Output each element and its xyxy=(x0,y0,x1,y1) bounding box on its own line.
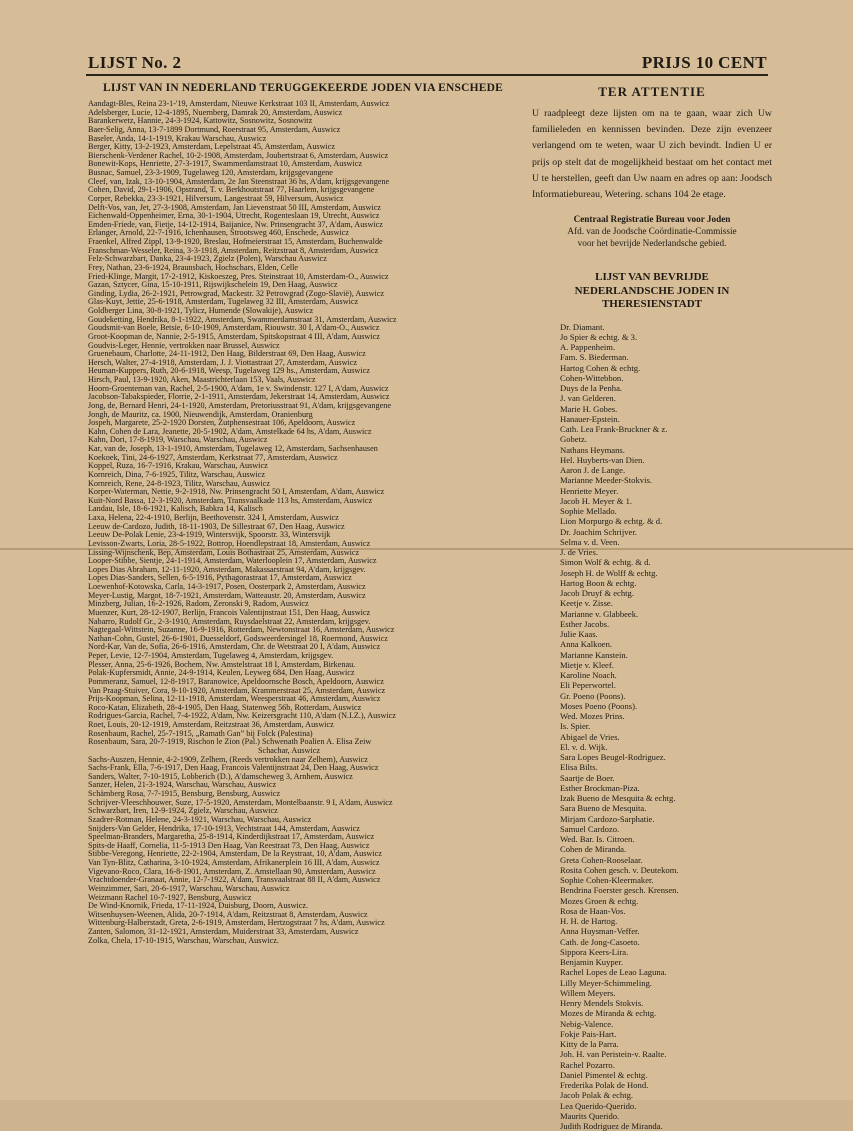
list-item: Marianne Meeder-Stokvis. xyxy=(560,475,652,486)
list-item: Selma v. d. Veen. xyxy=(560,536,620,547)
list-item: Dr. Joachim Schrijver. xyxy=(560,526,637,537)
list-item: Saartje de Boer. xyxy=(560,772,615,783)
list-item: Esther Brockman-Piza. xyxy=(560,782,640,793)
list-item: Schämberg Rosa, 7-7-1915, Bensburg, Bensburg, Auswicz xyxy=(88,789,281,798)
list-item: Berger, Kitty, 13-2-1923, Amsterdam, Lepelstraat 45, Amsterdam, Auswicz xyxy=(88,142,336,152)
list-item: Van Tyn-Blitz, Catharina, 3-10-1924, Amsterdam, Afrikanerplein 16 III, A'dam, Auswicz xyxy=(88,858,380,867)
list-item: Eichenwald-Oppenheimer, Erna, 30-1-1904, Utrecht, Rogenteslaan 19, Utrecht, Auswicz xyxy=(88,211,380,221)
list-item: Goudeketting, Hendrika, 8-1-1922, Amsterdam, Swammerdamstraat 31, Amsterdam, Auswicz xyxy=(88,314,397,324)
list-item: Judith Rodriguez de Miranda. xyxy=(560,1121,663,1131)
list-item: Nabarro, Rudolf Gr., 2-3-1910, Amsterdam, Ruysdaelstraat 22, Amsterdam, krijgsgev. xyxy=(88,616,371,626)
list-item: Corper, Rebekka, 23-3-1921, Hilversum, Langestraat 59, Hilversum, Auswicz xyxy=(88,193,344,203)
list-item: Busnac, Samuel, 23-3-1909, Tugelaweg 120, Amsterdam, krijgsgevangene xyxy=(88,168,333,177)
list-item: Schwarzbart, Iren, 12-9-1924, Zgielz, Warschau, Auswicz xyxy=(88,806,278,816)
list-item: Looper-Stibbe, Sientje, 24-1-1914, Amsterdam, Waterlooplein 17, Amsterdam, Auswicz xyxy=(88,556,377,566)
list-item: Cleef, van, Izak, 13-10-1904, Amsterdam, 2e Jan Steenstraat 36 hs, A'dam, krijgsgevangene xyxy=(88,176,390,186)
list-item: Baer-Selig, Anna, 13-7-1899 Dortmund, Roerstraat 95, Amsterdam, Auswicz xyxy=(88,124,341,134)
list-item: Prijs-Koopman, Selina, 12-11-1918, Amsterdam, Weesperstraat 46, Amsterdam, Auswicz xyxy=(88,694,381,704)
header-divider xyxy=(86,74,768,76)
list-item: Weinzimmer, Sari, 20-6-1917, Warschau, Warschau, Auswicz xyxy=(88,883,290,893)
list-item: Bonewit-Kops, Henriette, 27-3-1917, Swammerdamstraat 10, Amsterdam, Auswicz xyxy=(88,159,362,169)
list-item: Zolka, Chela, 17-10-1915, Warschau, Warschau, Auswicz. xyxy=(88,935,279,945)
list-item: Mietje v. Kleef. xyxy=(560,659,614,670)
list-item: Vrachtdoender-Granaat, Annie, 12-7-1922, A'dam, Transvaalstraat 88 II, A'dam, Auswicz xyxy=(88,875,381,885)
list-item: Korper-Waterman, Nettie, 9-2-1918, Nw. Prinsengracht 50 I, Amsterdam, A'dam, Auswicz xyxy=(88,487,385,497)
list-item: Is. Spier. xyxy=(560,721,591,732)
list-item: Hoorn-Groenteman van, Rachel, 2-5-1900, A'dam, 1e v. Swindenstr. 127 I, A'dam, Auswicz xyxy=(88,383,389,393)
list-item: Leeuw de-Cardozo, Judith, 18-11-1903, De Sillestraat 67, Den Haag, Auswicz xyxy=(88,521,345,531)
list-item: Pommeranz, Samuel, 12-8-1917, Baranowice, Apeldoornsche Bosch, Apeldoorn, Auswicz xyxy=(88,676,384,686)
list-item: Roco-Katan, Elizabeth, 28-4-1905, Den Haag, Statenweg 56b, Rotterdam, Auswicz xyxy=(88,702,362,712)
list-item: Baseler, Anda, 14-1-1919, Krakau Warschau, Auswicz xyxy=(88,133,267,143)
list-item: Fam. S. Biederman. xyxy=(560,352,629,363)
returned-list-title: LIJST VAN IN NEDERLAND TERUGGEKEERDE JODEN VIA ENSCHEDE xyxy=(102,82,504,94)
list-item: Snijders-Van Gelder, Hendrika, 17-10-1913, Vechtstraat 144, Amsterdam, Auswicz xyxy=(88,823,360,833)
list-item: Hartog Boon & echtg. xyxy=(560,577,637,588)
list-item: Marie H. Gobes. xyxy=(560,403,618,414)
list-item: Daniel Pimentel & echtg. xyxy=(560,1069,648,1080)
list-item: Kitty de la Parra. xyxy=(560,1039,619,1050)
list-item: Plesser, Anna, 25-6-1926, Bochem, Nw. Amstelstraat 18 I, Amsterdam, Birkenau. xyxy=(88,659,356,669)
list-item: Sanders, Walter, 7-10-1915, Lobberich (D.), A'damscheweg 3, Arnhem, Auswicz xyxy=(88,771,353,781)
bureau-block xyxy=(532,213,772,249)
list-item: Marianne v. Glabbeek. xyxy=(560,608,639,619)
returned-list-entries xyxy=(88,100,518,945)
list-item: Hirsch, Paul, 13-9-1920, Aken, Maastrichterlaan 153, Vaals, Auswicz xyxy=(88,375,316,384)
list-item: Polak-Kupfersmidt, Annie, 24-9-1914, Keulen, Leyweg 684, Den Haag, Auswicz xyxy=(88,668,355,678)
list-item: J. de Vries. xyxy=(560,547,598,558)
list-item: Franschman-Wesseler, Reina, 3-3-1918, Amsterdam, Reitzstraat 8, Amsterdam, Auswicz xyxy=(88,245,379,255)
list-item: Ginding, Lydia, 26-2-1921, Petrowgrad, Mackestr. 32 Petrowgrad (Zogo-Slavië), Auswicz xyxy=(88,288,385,298)
list-item: Szadrer-Rotman, Helene, 24-3-1921, Warschau, Warschau, Auswicz xyxy=(88,814,312,824)
list-item: Benjamin Kuyper. xyxy=(560,957,624,968)
list-item: Sophie Mellado. xyxy=(560,506,617,517)
list-item: Karoline Noach. xyxy=(560,670,617,681)
list-item: Sara Bueno de Mesquita. xyxy=(560,803,647,814)
list-item: H. H. de Hartog. xyxy=(560,916,618,927)
list-item: Vigevano-Roco, Clara, 16-8-1901, Amsterdam, Z. Amstellaan 90, Amsterdam, Auswicz xyxy=(88,866,376,876)
list-item: Gruenebaum, Charlotte, 24-11-1912, Den Haag, Bilderstraat 69, Den Haag, Auswicz xyxy=(88,349,366,359)
list-item: Goudsmit-van Boele, Betsie, 6-10-1909, Amsterdam, Riouwstr. 30 I, A'dam-O., Auswicz xyxy=(88,323,380,333)
list-item: Jacob Polak & echtg. xyxy=(560,1090,634,1101)
list-item: Roet, Louis, 20-12-1919, Amsterdam, Reitzstraat 36, Amsterdam, Auswicz xyxy=(88,720,334,729)
list-item: Anna Huysman-Veffer. xyxy=(560,926,640,937)
list-item: Jongh, de Mauritz, ca. 1900, Nieuwendijk, Amsterdam, Oranienburg xyxy=(88,409,313,419)
list-item: Cohen de Miranda. xyxy=(560,844,627,855)
list-item: Speelman-Branders, Margaretha, 25-8-1914, Kinderdijkstraat 17, Amsterdam, Auswicz xyxy=(88,832,375,842)
bureau-department: Afd. van de Joodsche Coördinatie-Commissie xyxy=(567,226,737,237)
list-item: Sachs-Auszen, Hennie, 4-2-1909, Zelhem, (Reeds vertrokken naar Zelhem), Auswicz xyxy=(88,754,368,764)
list-item: Goudvis-Leger, Hennie, vertrokken naar Brussel, Auswicz xyxy=(88,340,280,350)
list-item: Sanzer, Helen, 21-3-1924, Warschau, Warschau, Auswicz xyxy=(88,780,277,790)
list-item: Levisson-Zwarts, Loria, 28-5-1922, Bottrop, Hoendlepstraat 18, Amsterdam, Auswicz xyxy=(88,538,371,548)
returned-list-column xyxy=(88,80,518,1080)
list-item: Hartog Cohen & echtg. xyxy=(560,362,641,373)
list-item: Nathans Heymans. xyxy=(560,444,625,455)
list-item: Joh. H. van Peristein-v. Raalte. xyxy=(560,1049,667,1060)
list-item: Rosita Cohen gesch. v. Deutekom. xyxy=(560,864,679,875)
list-item: Rachel Pozarro. xyxy=(560,1059,615,1070)
list-number: LIJST No. 2 xyxy=(88,53,182,72)
list-item: Muenzer, Kurt, 28-12-1907, Berlijn, Francois Valentijnstraat 151, Den Haag, Auswicz xyxy=(88,607,371,617)
list-item: Emden-Friede, van, Fietje, 14-12-1914, Baijanice, Nw. Prinsengracht 37, A'dam, Auswicz xyxy=(88,219,383,229)
list-item: Cohen-Wittebbon. xyxy=(560,372,624,383)
list-item: Frey, Nathan, 23-6-1924, Braunsbach, Hochschars, Elden, Celle xyxy=(88,262,299,272)
list-item: Kahn, Dori, 17-8-1919, Warschau, Warschau, Auswicz xyxy=(88,435,268,445)
list-item: Wed. Mozes Prins. xyxy=(560,711,625,722)
list-item: Willem Meyers. xyxy=(560,987,616,998)
list-item: Rachel Lopes de Leao Laguna. xyxy=(560,967,667,978)
list-item: Rosa de Haan-Vos. xyxy=(560,905,626,916)
right-column xyxy=(532,80,772,1131)
list-item: Rosenbaum, Rachel, 25-7-1915, „Ramath Gan” bij Folck (Palestina) xyxy=(88,728,313,738)
list-item: Julie Kaas. xyxy=(560,629,598,640)
list-item: Greta Cohen-Rooselaar. xyxy=(560,854,643,865)
list-item: Gr. Poeno (Poons). xyxy=(560,690,626,701)
bureau-region: voor het bevrijde Nederlandsche gebied. xyxy=(577,238,727,249)
list-item: Koekoek, Tini, 24-6-1927, Amsterdam, Kerkstraat 77, Amsterdam, Auswicz xyxy=(88,452,338,462)
list-item: Lopes Dias-Sanders, Sellen, 6-5-1916, Pythagorastraat 17, Amsterdam, Auswicz xyxy=(88,573,352,583)
list-item: Leeuw De-Polak Lenie, 23-4-1919, Wintersvijk, Spoorstr. 33, Wintersvijk xyxy=(88,530,331,540)
list-item: Mozes Groen & echtg. xyxy=(560,895,639,906)
list-item: Sophie Cohen-Kleermaker. xyxy=(560,875,654,886)
list-item: Peper, Levie, 12-7-1904, Amsterdam, Tugelaweg 4, Amsterdam, krijgsgev. xyxy=(88,651,334,660)
list-item: Abigael de Vries. xyxy=(560,731,620,742)
list-item: El. v. d. Wijk. xyxy=(560,741,608,752)
list-item: Bierschenk-Verdener Rachel, 10-2-1908, Amsterdam, Joubertstraat 6, Amsterdam, Auswicz xyxy=(88,150,389,160)
list-item: Simon Wolf & echtg. & d. xyxy=(560,557,651,568)
list-item: Minzberg, Julian, 16-2-1926, Radom, Zeronski 9, Radom, Auswicz xyxy=(88,599,309,609)
list-item: Eli Peperwortel. xyxy=(560,680,616,691)
list-item: Fokje Pais-Hart. xyxy=(560,1028,617,1039)
list-item: De Wind-Knornik, Frieda, 17-11-1924, Duisburg, Doorn, Auswicz. xyxy=(88,901,309,911)
list-item: J. van Gelderen. xyxy=(560,393,616,404)
list-item: Hel. Huyberts-van Dien. xyxy=(560,454,645,465)
list-item: Aaron J. de Lange. xyxy=(560,465,626,476)
list-item: Jacob Druyf & echtg. xyxy=(560,588,634,599)
list-item: Cath. Lea Frank-Bruckner & z. xyxy=(560,424,668,435)
list-item: Kar, van de, Joseph, 13-1-1910, Amsterdam, Tugelaweg 12, Amsterdam, Sachsenhausen xyxy=(88,444,378,453)
list-item: Schachar, Auswicz xyxy=(258,745,320,755)
list-item: Gazan, Sztycer, Gina, 15-10-1911, Rijswijkschelein 19, Den Haag, Auswicz xyxy=(88,280,338,290)
list-item: Jong, de, Bernard Henri, 24-1-1920, Amsterdam, Pretoriusstraat 91, A'dam, krijgsgevangene xyxy=(88,400,391,410)
theresienstadt-title-line3: THERESIENSTADT xyxy=(601,298,703,311)
attentie-title: TER ATTENTIE xyxy=(598,84,706,99)
bureau-name: Centraal Registratie Bureau voor Joden xyxy=(573,214,731,225)
list-item: Meyer-Lustig, Margot, 18-7-1921, Amsterdam, Watteaustr. 20, Amsterdam, Auswicz xyxy=(88,590,366,600)
price-label: PRIJS 10 CENT xyxy=(641,53,767,72)
list-item: Rodrigues-Garcia, Rachel, 7-4-1922, A'dam, Nw. Keizersgracht 110, A'dam (N.I.Z.), Auswicz xyxy=(88,711,396,721)
list-item: Lion Morpurgo & echtg. & d. xyxy=(560,516,663,527)
list-item: Mozes de Miranda & echtg. xyxy=(560,1008,657,1019)
list-item: Samuel Cardozo. xyxy=(560,823,620,834)
list-item: Moses Poeno (Poons). xyxy=(560,700,638,711)
list-item: Nathan-Cohn, Gustel, 26-6-1901, Duesseldorf, Godsweerdersingel 18, Roermond, Auswicz xyxy=(88,633,388,643)
list-item: Marianne Kanstein. xyxy=(560,649,628,660)
list-item: Sippora Keers-Lira. xyxy=(560,946,629,957)
list-item: Frederika Polak de Hond. xyxy=(560,1080,649,1091)
list-item: Cohen, David, 29-1-1906, Opstrand, T. v. Berkhoutstraat 77, Haarlem, krijgsgevangene xyxy=(88,185,375,195)
document-header xyxy=(0,0,853,80)
list-item: Kornreich, Rene, 24-8-1923, Tilitz, Warschau, Auswicz xyxy=(88,478,271,488)
list-item: Stibbe-Veregong, Henriette, 22-2-1904, Amsterdam, De la Reystraat, 10, A'dam, Auswicz xyxy=(88,849,382,859)
list-item: Aandagt-Bles, Reina 23-1-'19, Amsterdam, Nieuwe Kerkstraat 103 II, Amsterdam, Auswicz xyxy=(88,99,390,108)
list-item: Gobetz. xyxy=(560,434,587,445)
list-item: Lopes Dias Abraham, 12-11-1920, Amsterdam, Makassarstraat 94, A'dam, krijgsgev. xyxy=(88,564,366,574)
list-item: Koppel, Ruza, 16-7-1916, Krakau, Warschau, Auswicz xyxy=(88,461,268,471)
list-item: Joseph H. de Wolff & echtg. xyxy=(560,567,658,578)
list-item: Mirjam Cardozo-Sarphatie. xyxy=(560,813,655,824)
list-item: Keetje v. Zisse. xyxy=(560,598,613,609)
list-item: Bendrina Foerster gesch. Krensen. xyxy=(560,885,679,896)
list-item: Izak Bueno de Mesquita & echtg. xyxy=(560,793,676,804)
list-item: Jospeh, Margarete, 25-2-1920 Dorsten, Zutphensestraat 106, Apeldoorn, Auswicz xyxy=(88,418,356,428)
list-item: Adelsberger, Lucie, 12-4-1895, Nuernberg, Damrak 20, Amsterdam, Auswicz xyxy=(88,107,343,117)
list-item: Spits-de Haaff, Cornelia, 11-5-1913 Den Haag, Van Reestraat 73, Den Haag, Auswicz xyxy=(88,840,370,850)
list-item: Nagtegaal-Wittstein, Suzanne, 16-9-1916, Rotterdam, Newtonstraat 16, Amsterdam, Auswicz xyxy=(88,625,395,635)
theresienstadt-title-line1: LIJST VAN BEVRIJDE xyxy=(595,271,709,284)
list-item: Fried-Klinge, Margit, 17-2-1912, Kiskoeszeg, Pres. Steinstraat 10, Amsterdam-O., Auswicz xyxy=(88,271,389,281)
list-item: Erlanger, Arnold, 22-7-1916, Ichenhausen, Strootsweg 460, Enschede, Auswicz xyxy=(88,228,349,238)
list-item: Delft-Vos, van, Jet, 27-3-1908, Amsterdam, Jan Lievenstraat 50 III, Amsterdam, Auswicz xyxy=(88,202,381,212)
list-item: A. Pappenheim. xyxy=(560,342,616,353)
list-item: Weizmann Rachel 10-7-1927, Bensburg, Auswicz xyxy=(88,892,252,902)
list-item: Henry Mendels Stokvis. xyxy=(560,998,644,1009)
list-item: Elisa Bilts. xyxy=(560,762,598,773)
list-item: Lilly Meyer-Schimmeling. xyxy=(560,977,652,988)
list-item: Kornreich, Dina, 7-6-1925, Tilitz, Warschau, Auswicz xyxy=(88,469,266,479)
list-item: Dr. Diamant. xyxy=(560,321,605,332)
theresienstadt-names xyxy=(560,322,772,1131)
list-item: Kahn, Cohen de Lara, Jeanette, 20-5-1902, A'dam, Amstelkade 64 hs, A'dam, Auswicz xyxy=(88,426,372,436)
list-item: Groot-Koopman de, Nannie, 2-5-1915, Amsterdam, Spitskopstraat 4 III, A'dam, Auswicz xyxy=(88,331,380,341)
list-item: Witsenhuysen-Weenen, Alida, 20-7-1914, A'dam, Reitzstraat 8, Amsterdam, Auswicz xyxy=(88,909,368,919)
list-item: Anna Kalkoen. xyxy=(560,639,613,650)
list-item: Laxa, Helena, 22-4-1910, Berlijn, Beethovenstr. 324 I, Amsterdam, Auswicz xyxy=(88,513,339,522)
list-item: Goldberger Lina, 30-8-1921, Tylicz, Humende (Slowakije), Auswicz xyxy=(88,306,314,315)
list-item: Jo Spier & echtg. & 3. xyxy=(560,331,638,342)
theresienstadt-list-title xyxy=(532,271,772,312)
list-item: Sachs-Frank, Ella, 7-6-1917, Den Haag, Francois Valentijnstraat 24, Den Haag, Auswicz xyxy=(88,763,379,773)
list-item: Loewenhof-Kotowska, Carla, 14-3-1917, Posen, Oosterpark 2, Amsterdam, Auswicz xyxy=(88,582,366,591)
list-item: Cath. de Jong-Casoeto. xyxy=(560,936,640,947)
list-item: Hersch, Walter, 27-4-1918, Amsterdam, J. J. Viottastraat 27, Amsterdam, Auswicz xyxy=(88,357,358,367)
list-item: Lissing-Wijnschenk, Bep, Amsterdam, Louis Bothastraat 25, Amsterdam, Auswicz xyxy=(88,547,360,557)
list-item: Maurits Querido. xyxy=(560,1110,620,1121)
list-item: Felz-Schwarzbart, Danka, 23-4-1923, Zgielz (Polen), Warschau Auswicz xyxy=(88,254,327,264)
list-item: Wittenburg-Halberstadt, Greta, 2-6-1919, Amsterdam, Hertzogstraat 7 hs, A'dam, Auswicz xyxy=(88,918,385,928)
list-item: Glas-Kuyt, Jettie, 25-6-1918, Amsterdam, Tugelaweg 32 III, Amsterdam, Auswicz xyxy=(88,297,359,307)
list-item: Kuit-Nord Bassa, 12-3-1920, Amsterdam, Transvaalkade 113 hs, Amsterdam, Auswicz xyxy=(88,495,373,505)
list-item: Schrijver-Vleeschhouwer, Suze, 17-5-1920, Amsterdam, Montelbaanstr. 9 I, A'dam, Auswicz xyxy=(88,797,393,807)
list-item: Rosenbaum, Sara, 20-7-1919, Rischon le Zion (Pal.) Schwenath Poalien A. Elisa Zeiw xyxy=(88,737,372,747)
list-item: Heuman-Kuppers, Ruth, 20-6-1918, Weesp, Tugelaweg 129 hs., Amsterdam, Auswicz xyxy=(88,366,370,376)
list-item: Nord-Kar, Van de, Sofia, 26-6-1916, Amsterdam, Chr. de Wetstraat 20 I, A'dam, Auswicz xyxy=(88,642,381,652)
list-item: Jacob H. Meyer & 1. xyxy=(560,495,633,506)
list-item: Barankerwetz, Hannie, 24-3-1924, Kattowitz, Sosnowitz, Sosnowitz xyxy=(88,116,313,126)
list-item: Nebig-Valence. xyxy=(560,1018,614,1029)
theresienstadt-title-line2: NEDERLANDSCHE JODEN IN xyxy=(574,284,730,297)
list-item: Van Praag-Stuiver, Cora, 9-10-1920, Amsterdam, Krammerstraat 25, Amsterdam, Auswicz xyxy=(88,685,386,695)
list-item: Lea Querido-Querido. xyxy=(560,1100,637,1111)
attentie-text: U raadpleegt deze lijsten om na te gaan, waar zich Uw familieleden en kennissen bevinden. Deze zijn evenzeer verlangend om te weten, waar U zich bevindt. Indien U er prijs op stelt dat de mogelijkheid bestaat om het contact met U te herstellen, geeft dan Uw naam en adres op aan: Joodsch Informatiebureau, Wetering. schans 104 2e etage. xyxy=(532,108,772,201)
list-item: Esther Jacobs. xyxy=(560,618,610,629)
list-item: Jacobson-Tabakspieder, Florrie, 2-1-1911, Amsterdam, Jekerstraat 14, Amsterdam, Auswicz xyxy=(88,392,390,402)
list-item: Henriette Meyer. xyxy=(560,485,619,496)
list-item: Landau, Isle, 18-6-1921, Kalisch, Babkra 14, Kalisch xyxy=(88,504,263,514)
list-item: Wed. Bar. Is. Citroen. xyxy=(560,834,635,845)
list-item: Fraenkel, Alfred Zippl, 13-9-1920, Breslau, Hofmeierstraat 15, Amsterdam, Buchenwalde xyxy=(88,237,383,246)
list-item: Zanten, Salomon, 31-12-1921, Amsterdam, Muiderstraat 33, Amsterdam, Auswicz xyxy=(88,927,359,936)
list-item: Sara Lopes Beugel-Rodriguez. xyxy=(560,752,666,763)
list-item: Hanauer-Epstein. xyxy=(560,413,620,424)
list-item: Duys de la Penha. xyxy=(560,383,623,394)
